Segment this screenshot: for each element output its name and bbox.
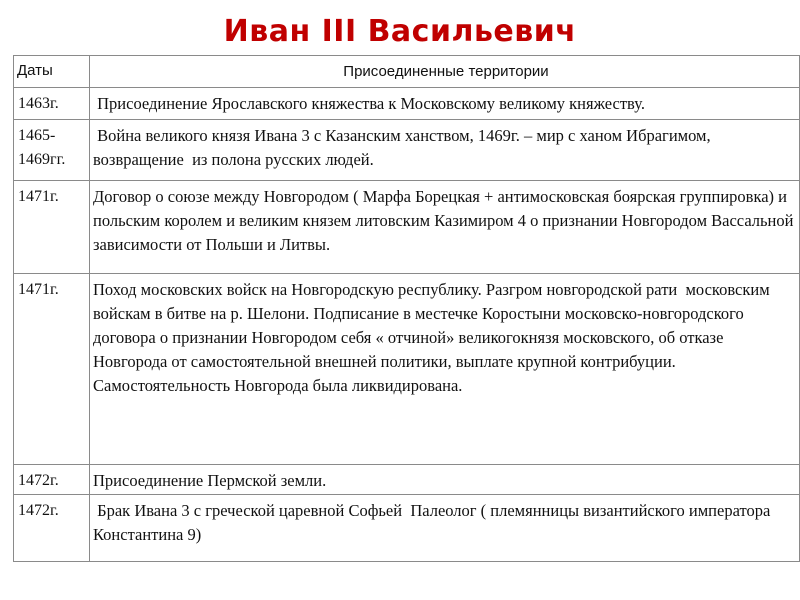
row-date: 1472г. (14, 495, 90, 562)
table-row (14, 274, 800, 465)
table-row (14, 465, 800, 495)
row-date: 1463г. (14, 88, 90, 120)
row-text: Брак Ивана 3 с греческой царевной Софьей Палеолог ( племянницы византийского императора Константина 9) (90, 495, 800, 562)
header-territories: Присоединенные территории (90, 56, 800, 88)
row-date: 1471г. (14, 274, 90, 465)
row-date: 1471г. (14, 181, 90, 274)
row-text: Присоединение Ярославского княжества к Московскому великому княжеству. (90, 88, 800, 120)
table-header-row (14, 56, 800, 88)
header-dates: Даты (14, 56, 90, 88)
row-date: 1465-1469гг. (14, 120, 90, 181)
row-text: Присоединение Пермской земли. (90, 465, 800, 495)
row-text: Поход московских войск на Новгородскую республику. Разгром новгородской рати московским войскам в битве на р. Шелони. Подписание в местечке Коростыни московско-новгородского договора о признании Новгородом себя « отчиной» великогокнязя московского, об отказе Новгорода от самостоятельной внешней политики, выплате крупной контрибуции. Самостоятельность Новгорода была ликвидирована. (90, 274, 800, 465)
slide-title: Иван III Васильевич (223, 14, 577, 49)
row-text: Война великого князя Ивана 3 с Казанским ханством, 1469г. – мир с ханом Ибрагимом, возвращение из полона русских людей. (90, 120, 800, 181)
table-row (14, 120, 800, 181)
row-date: 1472г. (14, 465, 90, 495)
table-row (14, 88, 800, 120)
history-table (13, 55, 800, 562)
table-row (14, 495, 800, 562)
row-text: Договор о союзе между Новгородом ( Марфа Борецкая + антимосковская боярская группировка) и польским королем и великим князем литовским Казимиром 4 о признании Новгородом Вассальной зависимости от Польши и Литвы. (90, 181, 800, 274)
table-row (14, 181, 800, 274)
